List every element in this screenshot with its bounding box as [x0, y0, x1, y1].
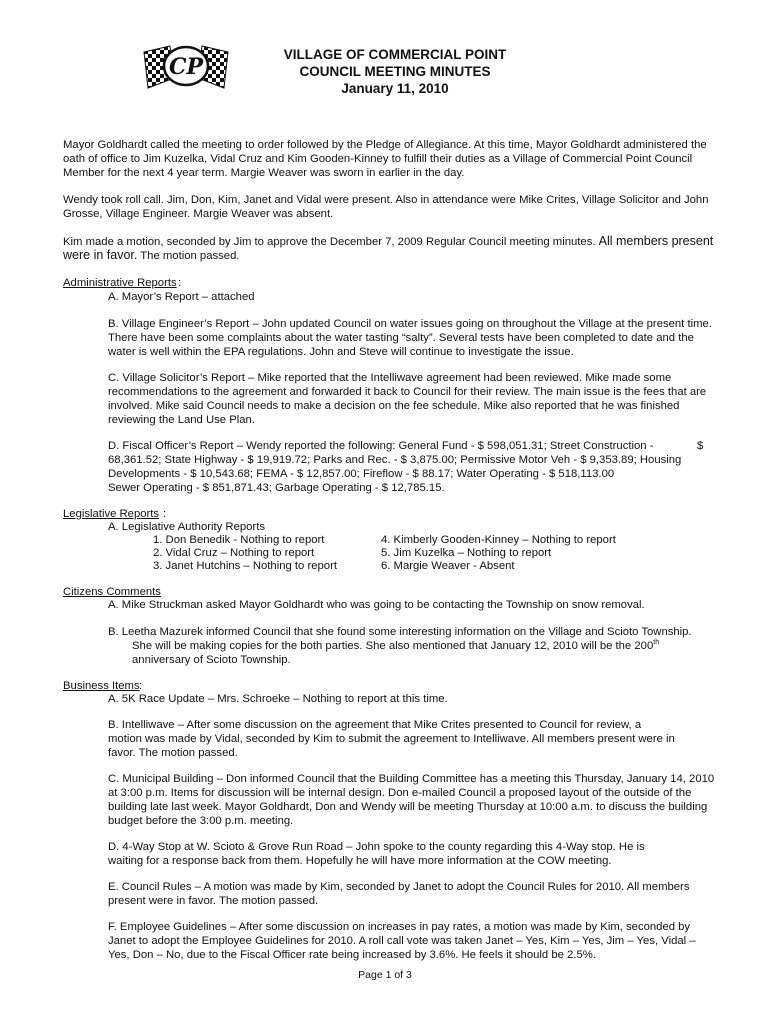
minutes-motion-line — [63, 249, 723, 264]
solicitor-report-line: C. Village Solicitor’s Report – Mike reported that the Intelliwave agreement had been reviewed. Mike made some — [108, 372, 672, 384]
business-item-line: budget before the 3:00 p.m. meeting. — [108, 815, 294, 827]
fiscal-dollar-sign: $ — [697, 440, 704, 452]
admin-reports-heading: Administrative Reports — [63, 277, 177, 289]
motion-text: Kim made a motion, seconded by Jim to approve the December 7, 2009 Regular Council meeting minutes. — [63, 236, 599, 248]
business-item: A. 5K Race Update – Mrs. Schroeke – Nothing to report at this time. — [108, 693, 448, 705]
rollcall-line: Wendy took roll call. Jim, Don, Kim, Janet and Vidal were present. Also in attendance were Mike Crites, Village Solicitor and John — [63, 194, 709, 206]
fiscal-report-line: Sewer Operating - $ 851,871.43; Garbage Operating - $ 12,785.15. — [108, 482, 445, 494]
citizen-comment-line: anniversary of Scioto Township. — [132, 654, 291, 666]
legislative-reports-heading: Legislative Reports — [63, 508, 160, 520]
doc-title-date: January 11, 2010 — [341, 81, 449, 96]
fiscal-report-line: Developments - $ 10,543.68; FEMA - $ 12,857.00; Fireflow - $ 88.17; Water Operating - $ 518,113.00 — [108, 468, 615, 480]
doc-title-line1: VILLAGE OF COMMERCIAL POINT — [283, 47, 507, 62]
logo-text: CP — [168, 54, 204, 80]
motion-text-large: were in favor. — [63, 248, 138, 262]
business-item-line: motion was made by Vidal, seconded by Kim to submit the agreement to Intelliwave. All members present were in — [108, 733, 675, 745]
page-number: Page 1 of 3 — [358, 969, 412, 981]
heading-colon: : — [139, 680, 143, 692]
solicitor-report-line: reviewing the Land Use Plan. — [108, 414, 255, 426]
citizens-comments-heading: Citizens Comments — [63, 586, 161, 598]
fiscal-report-line: 68,361.52; State Highway - $ 19,919.72; Parks and Rec. - $ 3,875.00; Permissive Motor Veh - $ 9,353.89; Housing — [108, 454, 682, 466]
intro-line: Mayor Goldhardt called the meeting to order followed by the Pledge of Allegiance. At this time, Mayor Goldhardt administered the — [63, 139, 707, 151]
citizen-comment-line: She will be making copies for the both parties. She also mentioned that January 12, 2010 will be the 200th — [132, 639, 660, 652]
list-item: 4. Kimberly Gooden-Kinney – Nothing to report — [381, 534, 616, 546]
business-item-line: Janet to adopt the Employee Guidelines for 2010. A roll call vote was taken Janet – Yes, Kim – Yes, Jim – Yes, Vidal – — [108, 935, 696, 947]
solicitor-report-line: recommendations to the agreement and forwarded it back to Council for their review. The main issue is the fees that are — [108, 386, 707, 398]
engineer-report-line: water is well within the EPA regulations. John and Steve will continue to investigate the issue. — [108, 346, 574, 358]
heading-colon: : — [178, 277, 182, 289]
business-item-line: B. Intelliwave – After some discussion on the agreement that Mike Crites presented to Council for review, a — [108, 719, 642, 731]
business-item-line: C. Municipal Building – Don informed Council that the Building Committee has a meeting this Thursday, January 14, 2010 — [108, 773, 715, 785]
list-item: 3. Janet Hutchins – Nothing to report — [153, 560, 337, 572]
business-item-line: present were in favor. The motion passed. — [108, 895, 319, 907]
heading-colon: : — [163, 508, 167, 520]
list-item: 1. Don Benedik - Nothing to report — [153, 534, 325, 546]
doc-title-line2: COUNCIL MEETING MINUTES — [299, 64, 491, 79]
superscript: th — [653, 639, 660, 647]
village-logo-icon — [140, 38, 232, 96]
solicitor-report-line: involved. Mike said Council needs to make a decision on the fee schedule. Mike also reported that he was finished — [108, 400, 680, 412]
business-items-heading: Business Items — [63, 680, 140, 692]
minutes-motion-line — [63, 235, 723, 250]
list-item: 2. Vidal Cruz – Nothing to report — [153, 547, 315, 559]
business-item-line: F. Employee Guidelines – After some discussion on increases in pay rates, a motion was made by Kim, seconded by — [108, 921, 691, 933]
fiscal-report-line: D. Fiscal Officer’s Report – Wendy reported the following: General Fund - $ 598,051.31; Street Construction - — [108, 440, 654, 452]
business-item-line: E. Council Rules – A motion was made by Kim, seconded by Janet to adopt the Council Rules for 2010. All members — [108, 881, 690, 893]
intro-line: Member for the next 4 year term. Margie Weaver was sworn in earlier in the day. — [63, 167, 465, 179]
list-item: 6. Margie Weaver - Absent — [381, 560, 515, 572]
business-item-line: building late last week. Mayor Goldhardt, Don and Wendy will be meeting Thursday at 10:00 a.m. to discuss the building — [108, 801, 708, 813]
business-item-line: Yes, Don – No, due to the Fiscal Officer rate being increased by 3.6%. He feels it should be 2.5%. — [108, 949, 596, 961]
mayor-report: A. Mayor’s Report – attached — [108, 291, 255, 303]
engineer-report-line: There have been some complaints about the water tasting “salty”. Several tests have been completed to date and the — [108, 332, 694, 344]
motion-text-large: All members present — [598, 234, 714, 248]
engineer-report-line: B. Village Engineer’s Report – John updated Council on water issues going on throughout the Village at the present time. — [108, 318, 712, 330]
business-item-line: D. 4-Way Stop at W. Scioto & Grove Run Road – John spoke to the county regarding this 4-Way stop. He is — [108, 841, 645, 853]
motion-text: The motion passed. — [137, 250, 240, 262]
intro-line: oath of office to Jim Kuzelka, Vidal Cruz and Kim Gooden-Kinney to fulfill their duties as a Village of Commercial Point Council — [63, 153, 693, 165]
citizen-comment-line: B. Leetha Mazurek informed Council that she found some interesting information on the Village and Scioto Township. — [108, 626, 692, 638]
business-item-line: favor. The motion passed. — [108, 747, 238, 759]
citizen-comment: A. Mike Struckman asked Mayor Goldhardt who was going to be contacting the Township on snow removal. — [108, 599, 645, 611]
legislative-sub: A. Legislative Authority Reports — [108, 521, 265, 533]
list-item: 5. Jim Kuzelka – Nothing to report — [381, 547, 552, 559]
business-item-line: waiting for a response back from them. Hopefully he will have more information at the COW meeting. — [108, 855, 612, 867]
business-item-line: at 3:00 p.m. Items for discussion will be internal design. Don e-mailed Council a proposed layout of the outside of the — [108, 787, 692, 799]
rollcall-line: Grosse, Village Engineer. Margie Weaver was absent. — [63, 208, 334, 220]
